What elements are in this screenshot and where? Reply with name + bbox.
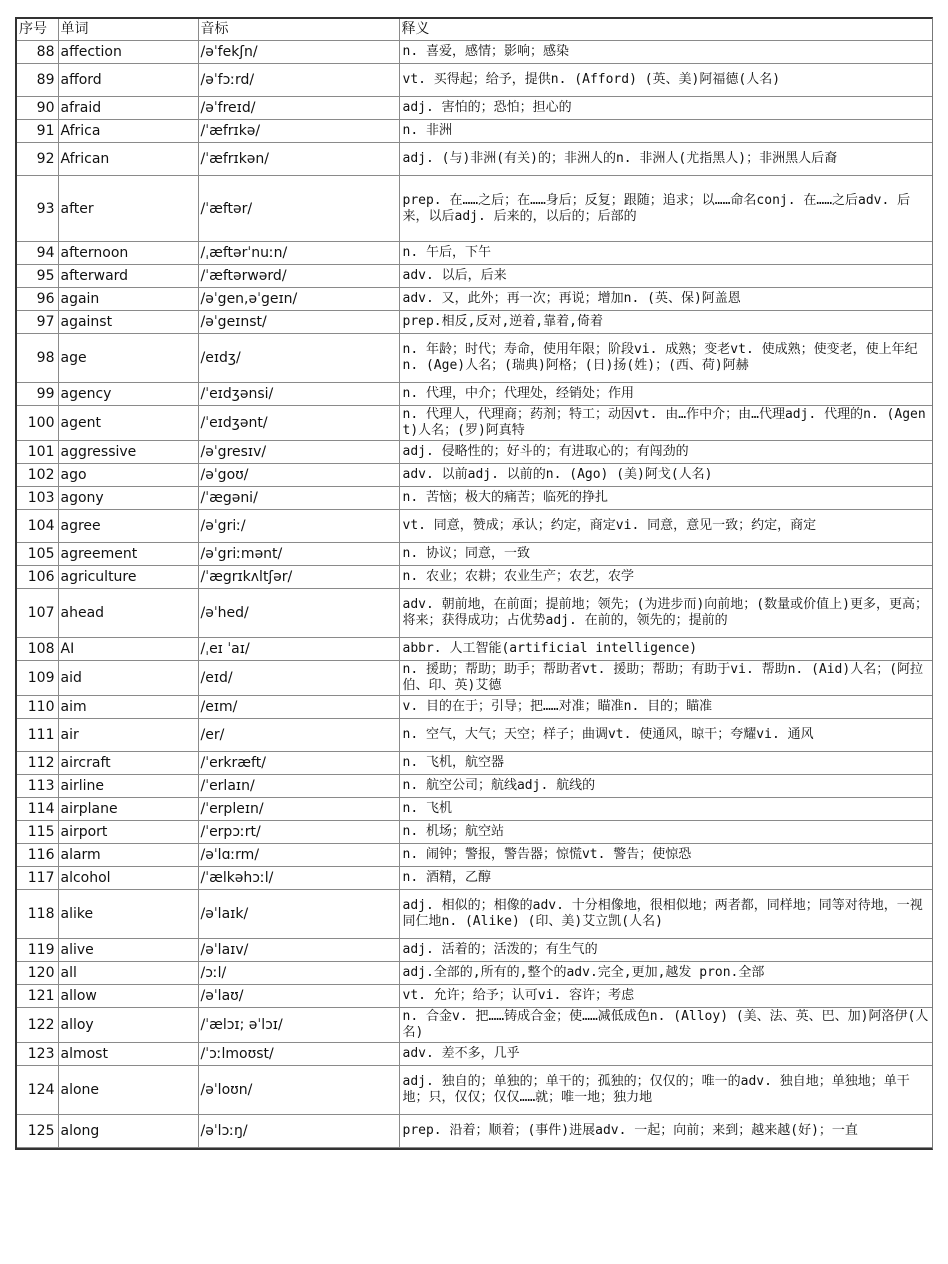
row-definition: abbr. 人工智能(artificial intelligence) [399,638,932,661]
row-phonetic: /əˈlɔːŋ/ [198,1115,399,1148]
row-word: agree [58,510,198,543]
table-row [17,242,932,265]
row-number: 95 [17,265,58,288]
row-phonetic: /ˈerpleɪn/ [198,798,399,821]
row-phonetic: /əˈfekʃn/ [198,41,399,64]
row-number: 97 [17,311,58,334]
row-phonetic: /eɪdʒ/ [198,334,399,383]
table-row [17,288,932,311]
table-row [17,798,932,821]
row-definition: n. 飞机 [399,798,932,821]
table-row [17,1066,932,1115]
row-word: affection [58,41,198,64]
row-word: alive [58,939,198,962]
row-number: 114 [17,798,58,821]
row-phonetic: /ˈerpɔːrt/ [198,821,399,844]
row-number: 116 [17,844,58,867]
row-definition: n. 代理，中介；代理处，经销处；作用 [399,383,932,406]
row-phonetic: /ˈerkræft/ [198,752,399,775]
table-row [17,441,932,464]
vocabulary-table-container [15,17,933,1150]
row-phonetic: /əˈgresɪv/ [198,441,399,464]
row-word: agriculture [58,566,198,589]
table-row [17,383,932,406]
row-word: airplane [58,798,198,821]
table-row [17,1008,932,1043]
row-definition: prep. 沿着；顺着；(事件)进展adv. 一起；向前；来到；越来越(好)；一直 [399,1115,932,1148]
row-definition: adj. 独自的；单独的；单干的；孤独的；仅仅的；唯一的adv. 独自地；单独地；单干地；只，仅仅；仅仅……就；唯一地；独力地 [399,1066,932,1115]
row-number: 107 [17,589,58,638]
row-number: 111 [17,719,58,752]
row-word: agency [58,383,198,406]
header-definition: 释义 [399,19,932,41]
header-row [17,19,932,41]
row-phonetic: /ˌæftərˈnuːn/ [198,242,399,265]
row-word: almost [58,1043,198,1066]
row-definition: n. 酒精，乙醇 [399,867,932,890]
row-number: 112 [17,752,58,775]
table-row [17,64,932,97]
row-number: 89 [17,64,58,97]
table-row [17,589,932,638]
table-row [17,1043,932,1066]
row-number: 125 [17,1115,58,1148]
row-phonetic: /əˈlaʊ/ [198,985,399,1008]
row-word: afterward [58,265,198,288]
table-row [17,566,932,589]
row-definition: n. 喜爱，感情；影响；感染 [399,41,932,64]
vocabulary-table [17,19,932,1148]
row-number: 118 [17,890,58,939]
row-number: 93 [17,176,58,242]
row-definition: v. 目的在于；引导；把……对准；瞄准n. 目的；瞄准 [399,696,932,719]
row-number: 96 [17,288,58,311]
row-word: against [58,311,198,334]
row-definition: adj. (与)非洲(有关)的；非洲人的n. 非洲人(尤指黑人)；非洲黑人后裔 [399,143,932,176]
row-word: agreement [58,543,198,566]
row-word: agony [58,487,198,510]
table-row [17,543,932,566]
row-number: 109 [17,661,58,696]
row-phonetic: /eɪm/ [198,696,399,719]
row-word: alloy [58,1008,198,1043]
row-definition: adj. 侵略性的；好斗的；有进取心的；有闯劲的 [399,441,932,464]
row-number: 88 [17,41,58,64]
row-number: 122 [17,1008,58,1043]
row-definition: vt. 允许；给予；认可vi. 容许；考虑 [399,985,932,1008]
row-number: 103 [17,487,58,510]
row-phonetic: /ˈælkəhɔːl/ [198,867,399,890]
row-word: aggressive [58,441,198,464]
table-row [17,661,932,696]
row-number: 102 [17,464,58,487]
row-phonetic: /ˈæftərwərd/ [198,265,399,288]
row-definition: prep.相反,反对,逆着,靠着,倚着 [399,311,932,334]
row-number: 99 [17,383,58,406]
row-phonetic: /ˌeɪ ˈaɪ/ [198,638,399,661]
row-definition: n. 援助；帮助；助手；帮助者vt. 援助；帮助；有助于vi. 帮助n. (Aid)人名；(阿拉伯、印、英)艾德 [399,661,932,696]
row-word: afternoon [58,242,198,265]
table-row [17,487,932,510]
row-definition: adv. 以前adj. 以前的n. (Ago) (美)阿戈(人名) [399,464,932,487]
table-row [17,311,932,334]
row-word: Africa [58,120,198,143]
table-row [17,962,932,985]
table-row [17,265,932,288]
row-phonetic: /əˈlaɪv/ [198,939,399,962]
row-word: airline [58,775,198,798]
table-row [17,821,932,844]
row-definition: n. 代理人，代理商；药剂；特工；动因vt. 由…作中介；由…代理adj. 代理的n. (Agent)人名；(罗)阿真特 [399,406,932,441]
row-word: after [58,176,198,242]
row-number: 101 [17,441,58,464]
row-definition: n. 闹钟；警报，警告器；惊慌vt. 警告；使惊恐 [399,844,932,867]
row-phonetic: /ˈægrɪkʌltʃər/ [198,566,399,589]
row-word: afford [58,64,198,97]
header-phonetic: 音标 [198,19,399,41]
row-phonetic: /əˈgriːmənt/ [198,543,399,566]
row-phonetic: /əˈloʊn/ [198,1066,399,1115]
row-definition: adv. 以后，后来 [399,265,932,288]
row-word: afraid [58,97,198,120]
table-row [17,464,932,487]
row-phonetic: /əˈgen,əˈgeɪn/ [198,288,399,311]
table-row [17,696,932,719]
row-number: 113 [17,775,58,798]
row-word: aid [58,661,198,696]
row-word: ahead [58,589,198,638]
row-number: 104 [17,510,58,543]
table-row [17,334,932,383]
row-phonetic: /əˈlaɪk/ [198,890,399,939]
row-word: agent [58,406,198,441]
row-phonetic: /ˈerlaɪn/ [198,775,399,798]
row-phonetic: /əˈgoʊ/ [198,464,399,487]
row-definition: n. 机场；航空站 [399,821,932,844]
table-row [17,406,932,441]
row-definition: adj. 害怕的；恐怕；担心的 [399,97,932,120]
row-definition: adv. 差不多，几乎 [399,1043,932,1066]
row-definition: vt. 同意，赞成；承认；约定，商定vi. 同意，意见一致；约定，商定 [399,510,932,543]
row-number: 110 [17,696,58,719]
row-definition: adv. 又，此外；再一次；再说；增加n. (英、保)阿盖恩 [399,288,932,311]
row-number: 124 [17,1066,58,1115]
row-number: 98 [17,334,58,383]
table-row [17,97,932,120]
row-phonetic: /ˈælɔɪ; əˈlɔɪ/ [198,1008,399,1043]
row-word: alike [58,890,198,939]
row-number: 90 [17,97,58,120]
row-definition: adj.全部的,所有的,整个的adv.完全,更加,越发 pron.全部 [399,962,932,985]
row-word: African [58,143,198,176]
row-phonetic: /ˈeɪdʒənt/ [198,406,399,441]
table-row [17,939,932,962]
row-number: 121 [17,985,58,1008]
table-row [17,867,932,890]
row-word: aim [58,696,198,719]
row-definition: n. 空气，大气；天空；样子；曲调vt. 使通风，晾干；夸耀vi. 通风 [399,719,932,752]
table-row [17,719,932,752]
table-row [17,844,932,867]
row-definition: n. 年龄；时代；寿命，使用年限；阶段vi. 成熟；变老vt. 使成熟；使变老，使上年纪n. (Age)人名；(瑞典)阿格；(日)扬(姓)；(西、荷)阿赫 [399,334,932,383]
table-row [17,510,932,543]
row-number: 92 [17,143,58,176]
table-row [17,41,932,64]
table-row [17,176,932,242]
row-definition: n. 飞机，航空器 [399,752,932,775]
row-phonetic: /ˈægəni/ [198,487,399,510]
row-word: alarm [58,844,198,867]
row-phonetic: /əˈlɑːrm/ [198,844,399,867]
row-number: 119 [17,939,58,962]
row-word: air [58,719,198,752]
row-phonetic: /əˈfɔːrd/ [198,64,399,97]
row-word: alone [58,1066,198,1115]
row-word: age [58,334,198,383]
row-word: ago [58,464,198,487]
row-phonetic: /ˈæfrɪkən/ [198,143,399,176]
row-word: all [58,962,198,985]
row-phonetic: /əˈgeɪnst/ [198,311,399,334]
row-number: 120 [17,962,58,985]
row-definition: n. 午后，下午 [399,242,932,265]
table-row [17,120,932,143]
row-phonetic: /ɔːl/ [198,962,399,985]
row-definition: adj. 相似的；相像的adv. 十分相像地，很相似地；两者都，同样地；同等对待地，一视同仁地n. (Alike) (印、美)艾立凯(人名) [399,890,932,939]
table-row [17,890,932,939]
row-phonetic: /ˈeɪdʒənsi/ [198,383,399,406]
row-word: AI [58,638,198,661]
row-phonetic: /ˈæfrɪkə/ [198,120,399,143]
row-number: 94 [17,242,58,265]
row-word: allow [58,985,198,1008]
row-word: along [58,1115,198,1148]
row-definition: vt. 买得起；给予，提供n. (Afford) (英、美)阿福德(人名) [399,64,932,97]
row-number: 123 [17,1043,58,1066]
row-number: 105 [17,543,58,566]
row-number: 106 [17,566,58,589]
row-phonetic: /ˈæftər/ [198,176,399,242]
row-word: aircraft [58,752,198,775]
table-row [17,985,932,1008]
row-definition: n. 合金v. 把……铸成合金；使……减低成色n. (Alloy) (美、法、英、巴、加)阿洛伊(人名) [399,1008,932,1043]
row-phonetic: /əˈgriː/ [198,510,399,543]
row-definition: n. 非洲 [399,120,932,143]
row-phonetic: /eɪd/ [198,661,399,696]
table-row [17,1115,932,1148]
row-word: again [58,288,198,311]
row-phonetic: /ˈɔːlmoʊst/ [198,1043,399,1066]
row-phonetic: /er/ [198,719,399,752]
row-definition: n. 苦恼；极大的痛苦；临死的挣扎 [399,487,932,510]
row-definition: prep. 在……之后；在……身后；反复；跟随；追求；以……命名conj. 在……之后adv. 后来，以后adj. 后来的，以后的；后部的 [399,176,932,242]
row-phonetic: /əˈfreɪd/ [198,97,399,120]
row-word: airport [58,821,198,844]
row-definition: adj. 活着的；活泼的；有生气的 [399,939,932,962]
table-row [17,775,932,798]
row-definition: adv. 朝前地，在前面；提前地；领先；(为进步而)向前地；(数量或价值上)更多，更高；将来；获得成功；占优势adj. 在前的，领先的；提前的 [399,589,932,638]
header-number: 序号 [17,19,58,41]
row-definition: n. 航空公司；航线adj. 航线的 [399,775,932,798]
row-number: 115 [17,821,58,844]
header-word: 单词 [58,19,198,41]
row-word: alcohol [58,867,198,890]
row-number: 91 [17,120,58,143]
row-phonetic: /əˈhed/ [198,589,399,638]
row-number: 108 [17,638,58,661]
row-definition: n. 协议；同意，一致 [399,543,932,566]
row-definition: n. 农业；农耕；农业生产；农艺，农学 [399,566,932,589]
row-number: 100 [17,406,58,441]
row-number: 117 [17,867,58,890]
table-row [17,752,932,775]
table-row [17,143,932,176]
table-row [17,638,932,661]
